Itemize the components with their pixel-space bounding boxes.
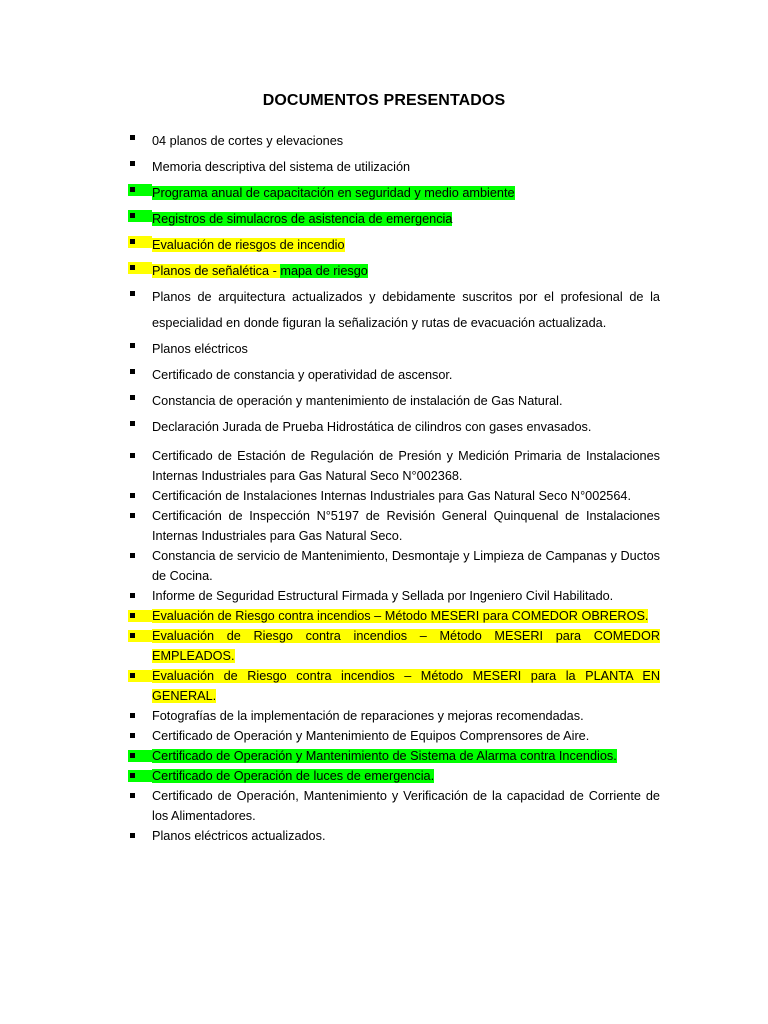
list-item	[128, 128, 660, 154]
page-title: DOCUMENTOS PRESENTADOS	[262, 92, 506, 109]
list-item	[128, 336, 660, 362]
item-text: Evaluación de Riesgo contra incendios – Método MESERI para COMEDOR EMPLEADOS.	[152, 629, 660, 663]
list-item	[128, 626, 660, 666]
list-item	[128, 706, 660, 726]
list-item	[128, 606, 660, 626]
list-item	[128, 362, 660, 388]
item-text: Fotografías de la implementación de reparaciones y mejoras recomendadas.	[152, 709, 584, 723]
list-item	[128, 284, 660, 336]
item-text: Evaluación de riesgos de incendio	[152, 238, 345, 252]
item-text: Planos eléctricos	[152, 342, 248, 356]
item-text: Constancia de operación y mantenimiento de instalación de Gas Natural.	[152, 394, 563, 408]
list-item	[128, 388, 660, 414]
documents-list	[128, 128, 660, 846]
item-text: Certificado de Operación, Mantenimiento y Verificación de la capacidad de Corriente de los Alimentadores.	[152, 789, 660, 823]
item-text: Evaluación de Riesgo contra incendios – Método MESERI para la PLANTA EN GENERAL.	[152, 669, 660, 703]
list-item	[128, 746, 660, 766]
list-item	[128, 586, 660, 606]
list-item	[128, 258, 660, 284]
item-text: Certificado de Operación de luces de emergencia.	[152, 769, 435, 783]
item-text: Planos eléctricos actualizados.	[152, 829, 326, 843]
item-text: Planos de señalética -	[152, 264, 281, 278]
list-item	[128, 666, 660, 706]
list-item	[128, 506, 660, 546]
list-item	[128, 726, 660, 746]
item-text: Certificado de Estación de Regulación de Presión y Medición Primaria de Instalaciones Internas Industriales para Gas Natural Seco N°002368.	[152, 449, 660, 483]
item-text: Evaluación de Riesgo contra incendios – Método MESERI para COMEDOR OBREROS.	[152, 609, 649, 623]
item-text: Memoria descriptiva del sistema de utilización	[152, 160, 411, 174]
item-text: Certificado de Operación y Mantenimiento de Sistema de Alarma contra Incendios.	[152, 749, 617, 763]
list-item	[128, 154, 660, 180]
item-text: Declaración Jurada de Prueba Hidrostática de cilindros con gases envasados.	[152, 420, 592, 434]
list-item	[128, 414, 660, 440]
item-text-highlight: mapa de riesgo	[280, 264, 368, 278]
item-text: Planos de arquitectura actualizados y debidamente suscritos por el profesional de la especialidad en donde figuran la señalización y rutas de evacuación actualizada.	[152, 290, 660, 330]
item-text: Certificación de Instalaciones Internas Industriales para Gas Natural Seco N°002564.	[152, 489, 632, 503]
list-item	[128, 180, 660, 206]
list-item	[128, 446, 660, 486]
list-item	[128, 786, 660, 826]
item-text: 04 planos de cortes y elevaciones	[152, 134, 344, 148]
list-item	[128, 766, 660, 786]
list-item	[128, 826, 660, 846]
item-text: Programa anual de capacitación en seguridad y medio ambiente	[152, 186, 515, 200]
item-text: Certificado de Operación y Mantenimiento de Equipos Comprensores de Aire.	[152, 729, 590, 743]
list-item	[128, 546, 660, 586]
item-text: Informe de Seguridad Estructural Firmada y Sellada por Ingeniero Civil Habilitado.	[152, 589, 614, 603]
item-text: Certificación de Inspección N°5197 de Revisión General Quinquenal de Instalaciones Internas Industriales para Gas Natural Seco.	[152, 509, 660, 543]
list-item	[128, 232, 660, 258]
list-item	[128, 486, 660, 506]
item-text: Constancia de servicio de Mantenimiento, Desmontaje y Limpieza de Campanas y Ductos de Cocina.	[152, 549, 660, 583]
list-item	[128, 206, 660, 232]
item-text: Certificado de constancia y operatividad de ascensor.	[152, 368, 453, 382]
item-text: Registros de simulacros de asistencia de emergencia	[152, 212, 453, 226]
